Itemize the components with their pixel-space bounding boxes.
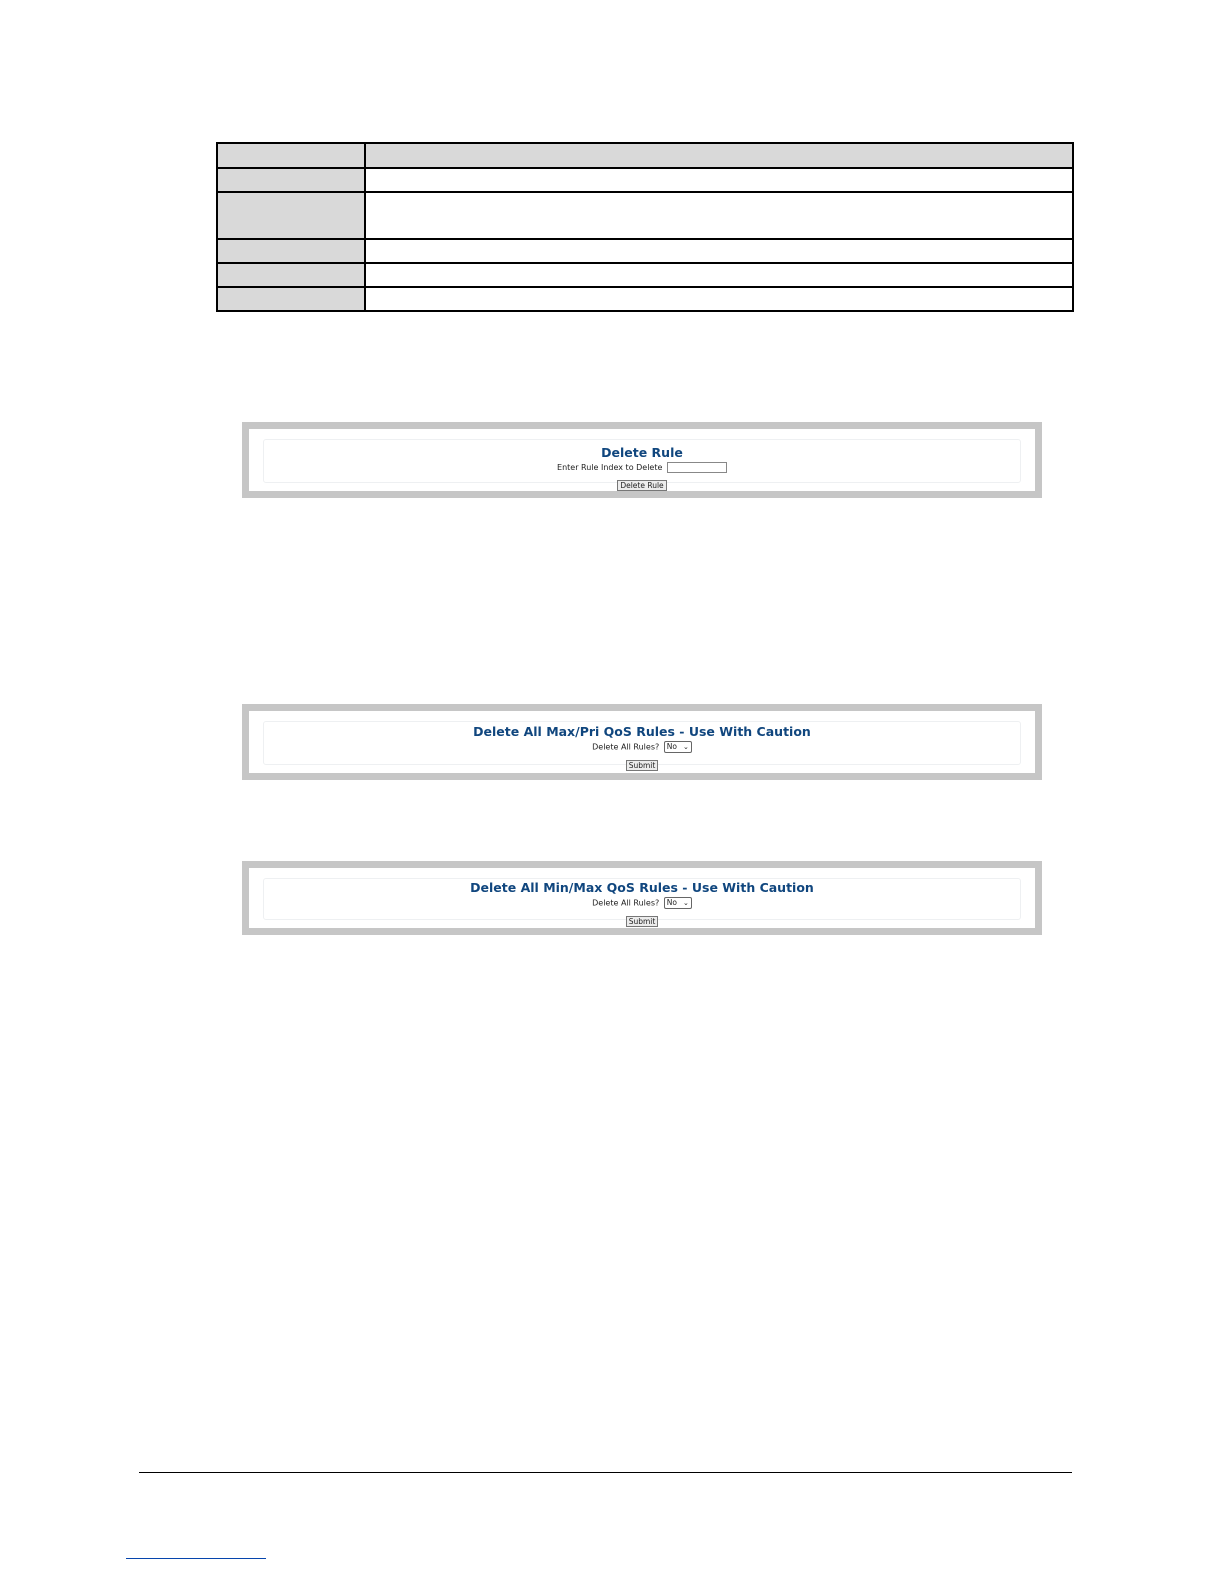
- table-cell: [217, 143, 365, 168]
- select-value: No: [666, 898, 677, 907]
- delete-all-select[interactable]: [664, 897, 692, 909]
- delete-rule-form: [249, 445, 1035, 492]
- submit-button[interactable]: Submit: [626, 916, 659, 927]
- table-row: [217, 239, 1073, 263]
- select-value: No: [666, 742, 677, 751]
- delete-all-label: Delete All Rules?: [592, 898, 660, 908]
- delete-rule-title: Delete Rule: [601, 445, 683, 460]
- footer-link-underline[interactable]: [126, 1558, 266, 1559]
- table-cell: [217, 239, 365, 263]
- table-row: [217, 168, 1073, 192]
- table-cell: [365, 287, 1073, 311]
- delete-all-row: [249, 741, 1035, 753]
- delete-all-maxpri-form: [249, 724, 1035, 772]
- delete-all-minmax-form: [249, 880, 1035, 928]
- parameter-table: [216, 142, 1074, 312]
- table-header-row: [217, 143, 1073, 168]
- table-cell: [217, 192, 365, 239]
- table-cell: [365, 192, 1073, 239]
- submit-button[interactable]: Submit: [626, 760, 659, 771]
- table-row: [217, 192, 1073, 239]
- delete-all-minmax-panel: [242, 861, 1042, 935]
- table-cell: [217, 287, 365, 311]
- delete-all-row: [249, 897, 1035, 909]
- delete-all-maxpri-title: Delete All Max/Pri QoS Rules - Use With Caution: [473, 724, 811, 739]
- table-cell: [365, 239, 1073, 263]
- delete-rule-panel: [242, 422, 1042, 498]
- rule-index-row: [249, 462, 1035, 473]
- delete-all-minmax-title: Delete All Min/Max QoS Rules - Use With Caution: [470, 880, 814, 895]
- table-cell: [365, 168, 1073, 192]
- delete-all-label: Delete All Rules?: [592, 742, 660, 752]
- table-cell: [217, 263, 365, 287]
- table-row: [217, 287, 1073, 311]
- chevron-down-icon: ⌄: [683, 899, 689, 907]
- chevron-down-icon: ⌄: [683, 743, 689, 751]
- footer-divider: [139, 1472, 1072, 1473]
- table-cell: [365, 263, 1073, 287]
- delete-all-maxpri-panel: [242, 704, 1042, 780]
- table-cell: [217, 168, 365, 192]
- rule-index-input[interactable]: [667, 462, 727, 473]
- table-row: [217, 263, 1073, 287]
- rule-index-label: Enter Rule Index to Delete: [557, 463, 663, 472]
- table-cell: [365, 143, 1073, 168]
- delete-all-select[interactable]: [664, 741, 692, 753]
- delete-rule-button[interactable]: Delete Rule: [617, 480, 666, 491]
